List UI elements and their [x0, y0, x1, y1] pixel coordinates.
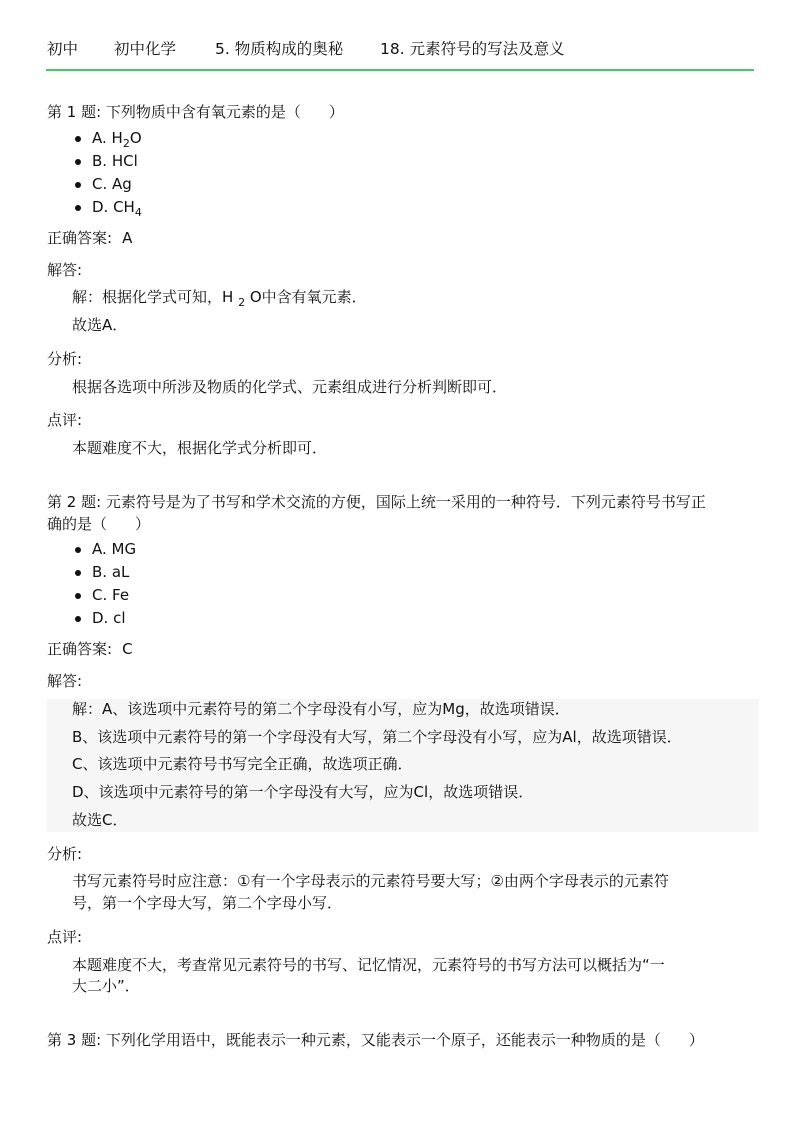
option-a: A. MG — [75, 538, 759, 560]
option-b: B. HCl — [75, 150, 759, 172]
solution-line: 故选C． — [72, 810, 128, 829]
solution-line: 解：A、该选项中元素符号的第二个字母没有小写，应为Mg，故选项错误． — [72, 699, 570, 718]
solution-line: D、该选项中元素符号的第一个字母没有大写，应为Cl，故选项错误． — [72, 783, 534, 801]
question-2 — [47, 492, 759, 998]
breadcrumb — [47, 38, 754, 60]
comment-label: 点评: — [47, 411, 83, 430]
breadcrumb-chapter[interactable]: 5. 物质构成的奥秘 — [215, 40, 344, 58]
solution-line: 故选A． — [72, 316, 128, 334]
comment-body: 本题难度不大，考查常见元素符号的书写、记忆情况，元素符号的书写方法可以概括为“一 大二小”． — [72, 955, 665, 996]
option-c: C. Fe — [75, 584, 759, 606]
option-d: D. $CH_4$ — [75, 196, 759, 218]
breadcrumb-level[interactable]: 初中 — [47, 40, 79, 58]
analysis-body: 根据各选项中所涉及物质的化学式、元素组成进行分析判断即可． — [72, 377, 508, 396]
comment-label: 点评: — [47, 927, 83, 946]
solution-line: 解：根据化学式可知，H $_2$ O中含有氧元素． — [72, 288, 367, 310]
comment-body: 本题难度不大，根据化学式分析即可． — [72, 439, 328, 457]
analysis-label: 分析: — [47, 349, 83, 368]
solution-label: 解答: — [47, 672, 83, 690]
question-3 — [47, 1030, 759, 1052]
question-list — [47, 102, 759, 1084]
breadcrumb-subject[interactable]: 初中化学 — [114, 40, 177, 58]
option-a: A. $H_2O$ — [75, 127, 759, 149]
option-b: B. aL — [75, 561, 759, 583]
correct-answer: 正确答案: C — [47, 640, 133, 659]
question-stem: 第 2 题: 元素符号是为了书写和学术交流的方便，国际上统一采用的一种符号．下列元素符号书写正 确的是（ ） — [47, 492, 706, 533]
answer-value: C — [122, 640, 133, 659]
solution-body — [47, 699, 759, 832]
option-list — [47, 127, 759, 218]
solution-line: B、该选项中元素符号的第一个字母没有大写，第二个字母没有小写，应为Al，故选项错误． — [72, 727, 682, 746]
solution-label: 解答: — [47, 260, 83, 279]
option-list — [47, 538, 759, 629]
solution-body — [47, 287, 759, 337]
question-1 — [47, 102, 759, 460]
option-d: D. cl — [75, 607, 759, 629]
question-stem: 第 1 题: 下列物质中含有氧元素的是（ ） — [47, 103, 344, 121]
breadcrumb-topic[interactable]: 18. 元素符号的写法及意义 — [380, 40, 565, 58]
correct-answer: 正确答案: A — [47, 228, 133, 247]
header-divider — [46, 69, 754, 71]
answer-value: A — [122, 228, 133, 247]
analysis-label: 分析: — [47, 844, 83, 863]
solution-line: C、该选项中元素符号书写完全正确，故选项正确． — [72, 755, 413, 774]
option-c: C. Ag — [75, 173, 759, 195]
analysis-body: 书写元素符号时应注意：①有一个字母表示的元素符号要大写；②由两个字母表示的元素符 号，第一个字母大写，第二个字母小写． — [72, 872, 669, 912]
question-stem: 第 3 题: 下列化学用语中，既能表示一种元素，又能表示一个原子，还能表示一种物质的是（ ） — [47, 1031, 704, 1049]
